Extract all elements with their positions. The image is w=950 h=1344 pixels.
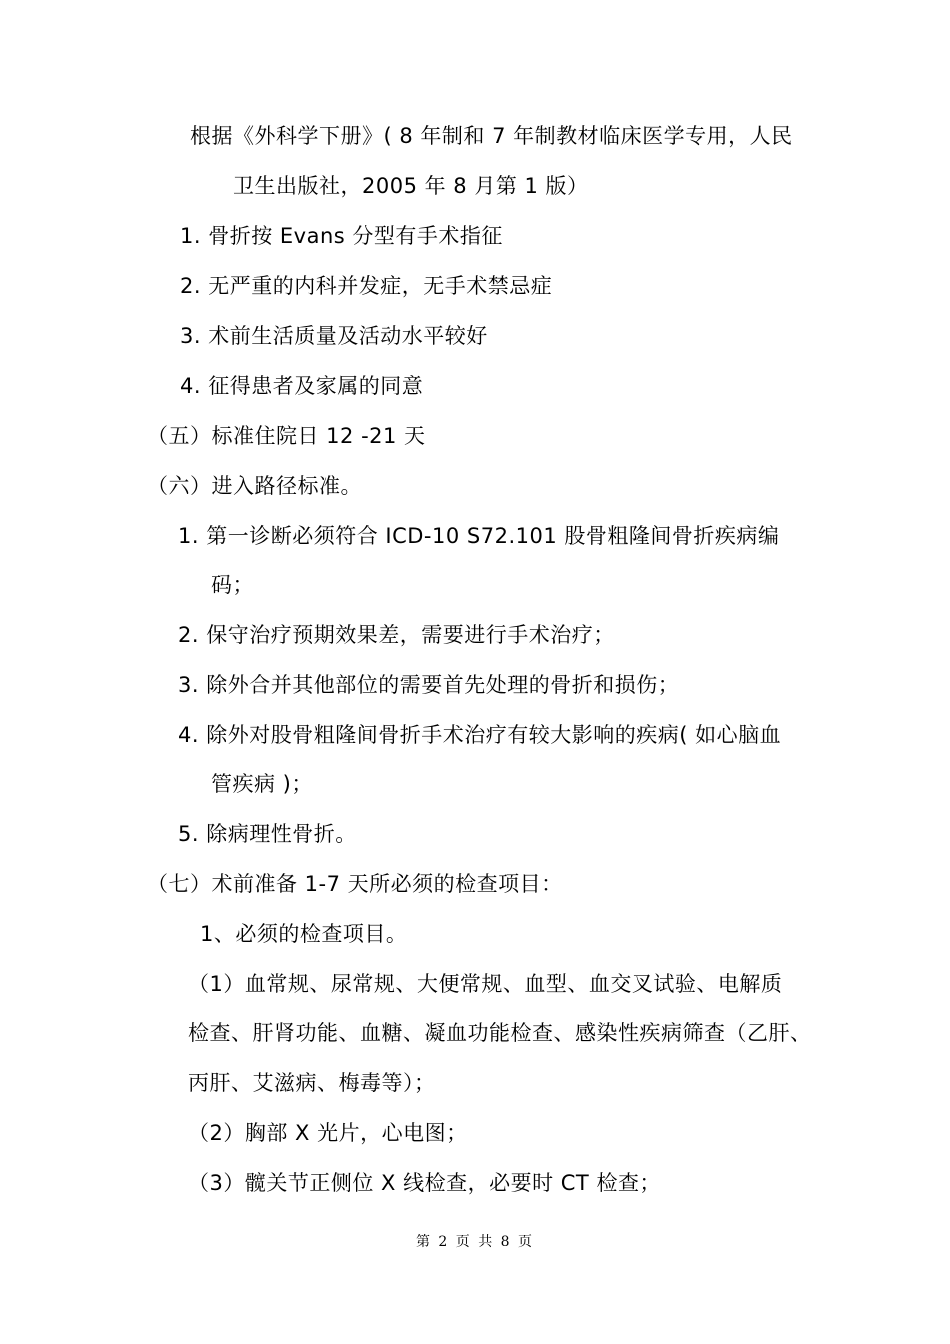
indication-item-3: 3. 术前生活质量及活动水平较好 <box>180 324 488 348</box>
section-6-item-4: 4. 除外对股骨粗隆间骨折手术治疗有较大影响的疾病( 如心脑血 <box>178 723 782 747</box>
section-7-subheading: 1、必须的检查项目。 <box>200 922 408 946</box>
section-7-item-2: （2）胸部 X 光片，心电图； <box>188 1121 468 1145</box>
indication-item-4: 4. 征得患者及家属的同意 <box>180 374 424 398</box>
section-6-item-1-cont: 码； <box>211 573 254 597</box>
page-footer: 第 2 页 共 8 页 <box>415 1234 535 1250</box>
section-5-heading: （五）标准住院日 12 -21 天 <box>147 424 426 448</box>
indication-item-2: 2. 无严重的内科并发症，无手术禁忌症 <box>180 274 553 298</box>
section-7-item-1-cont: 检查、肝肾功能、血糖、凝血功能检查、感染性疾病筛查（乙肝、 <box>188 1021 812 1045</box>
section-7-item-1: （1）血常规、尿常规、大便常规、血型、血交叉试验、电解质 <box>188 972 783 996</box>
section-6-item-3: 3. 除外合并其他部位的需要首先处理的骨折和损伤； <box>178 673 680 697</box>
intro-line-2: 卫生出版社，2005 年 8 月第 1 版） <box>233 174 589 198</box>
section-7-heading: （七）术前准备 1-7 天所必须的检查项目： <box>147 872 563 896</box>
section-6-heading: （六）进入路径标准。 <box>147 474 362 498</box>
section-6-item-1: 1. 第一诊断必须符合 ICD-10 S72.101 股骨粗隆间骨折疾病编 <box>178 524 780 548</box>
intro-line-1: 根据《外科学下册》( 8 年制和 7 年制教材临床医学专用，人民 <box>190 124 793 148</box>
section-6-item-4-cont: 管疾病 )； <box>211 772 313 796</box>
indication-item-1: 1. 骨折按 Evans 分型有手术指征 <box>180 224 503 248</box>
section-6-item-5: 5. 除病理性骨折。 <box>178 822 357 846</box>
section-7-item-1-cont-2: 丙肝、艾滋病、梅毒等）； <box>188 1071 436 1095</box>
section-6-item-2: 2. 保守治疗预期效果差，需要进行手术治疗； <box>178 623 615 647</box>
section-7-item-3: （3）髋关节正侧位 X 线检查，必要时 CT 检查； <box>188 1171 661 1195</box>
